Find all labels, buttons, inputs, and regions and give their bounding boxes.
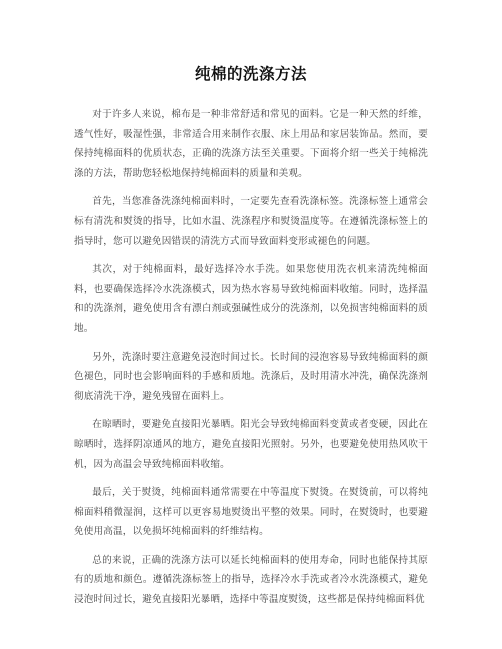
paragraph-soaking: 另外，洗涤时要注意避免浸泡时间过长。长时间的浸泡容易导致纯棉面料的颜色褪色，同时也会影响面料的手感和质地。洗涤后，及时用清水冲洗，确保洗涤剂彻底清洗干净，避免残留在面料上。: [74, 351, 428, 402]
document-title: 纯棉的洗涤方法: [194, 65, 307, 83]
paragraph-summary: 总的来说，正确的洗涤方法可以延长纯棉面料的使用寿命，同时也能保持其原有的质地和颜色。遵循洗涤标签上的指导，选择冷水手洗或者冷水洗涤模式，避免浸泡时间过长，避免直接阳光暴晒，选择中等温度熨烫，这些都是保持纯棉面料优: [74, 554, 428, 606]
paragraph-drying: 在晾晒时，要避免直接阳光暴晒。阳光会导致纯棉面料变黄或者变硬，因此在晾晒时，选择阴凉通风的地方，避免直接阳光照射。另外，也要避免使用热风吹干机，因为高温会导致纯棉面料收缩。: [74, 419, 428, 470]
paragraph-cold-water: 其次，对于纯棉面料，最好选择冷水手洗。如果您使用洗衣机来清洗纯棉面料，也要确保选择冷水洗涤模式，因为热水容易导致纯棉面料收缩。同时，选择温和的洗涤剂，避免使用含有漂白剂或强碱性成分的洗涤剂，以免损害纯棉面料的质地。: [74, 264, 428, 334]
paragraph-check-label: 首先，当您准备洗涤纯棉面料时，一定要先查看洗涤标签。洗涤标签上通常会标有清洗和熨烫的指导，比如水温、洗涤程序和熨烫温度等。在遵循洗涤标签上的指导时，您可以避免因错误的清洗方式而导致面料变形或褪色的问题。: [74, 196, 428, 247]
paragraph-ironing: 最后，关于熨烫，纯棉面料通常需要在中等温度下熨烫。在熨烫前，可以将纯棉面料稍微湿润，这样可以更容易地熨烫出平整的效果。同时，在熨烫时，也要避免使用高温，以免损坏纯棉面料的纤维结构。: [74, 487, 428, 538]
paragraph-intro: 对于许多人来说，棉布是一种非常舒适和常见的面料。它是一种天然的纤维，透气性好，吸湿性强，非常适合用来制作衣服、床上用品和家居装饰品。然而，要保持纯棉面料的优质状态，正确的洗涤方法至关重要。下面将介绍一些关于纯棉洗涤的方法，帮助您轻松地保持纯棉面料的质量和美观。: [74, 109, 428, 179]
